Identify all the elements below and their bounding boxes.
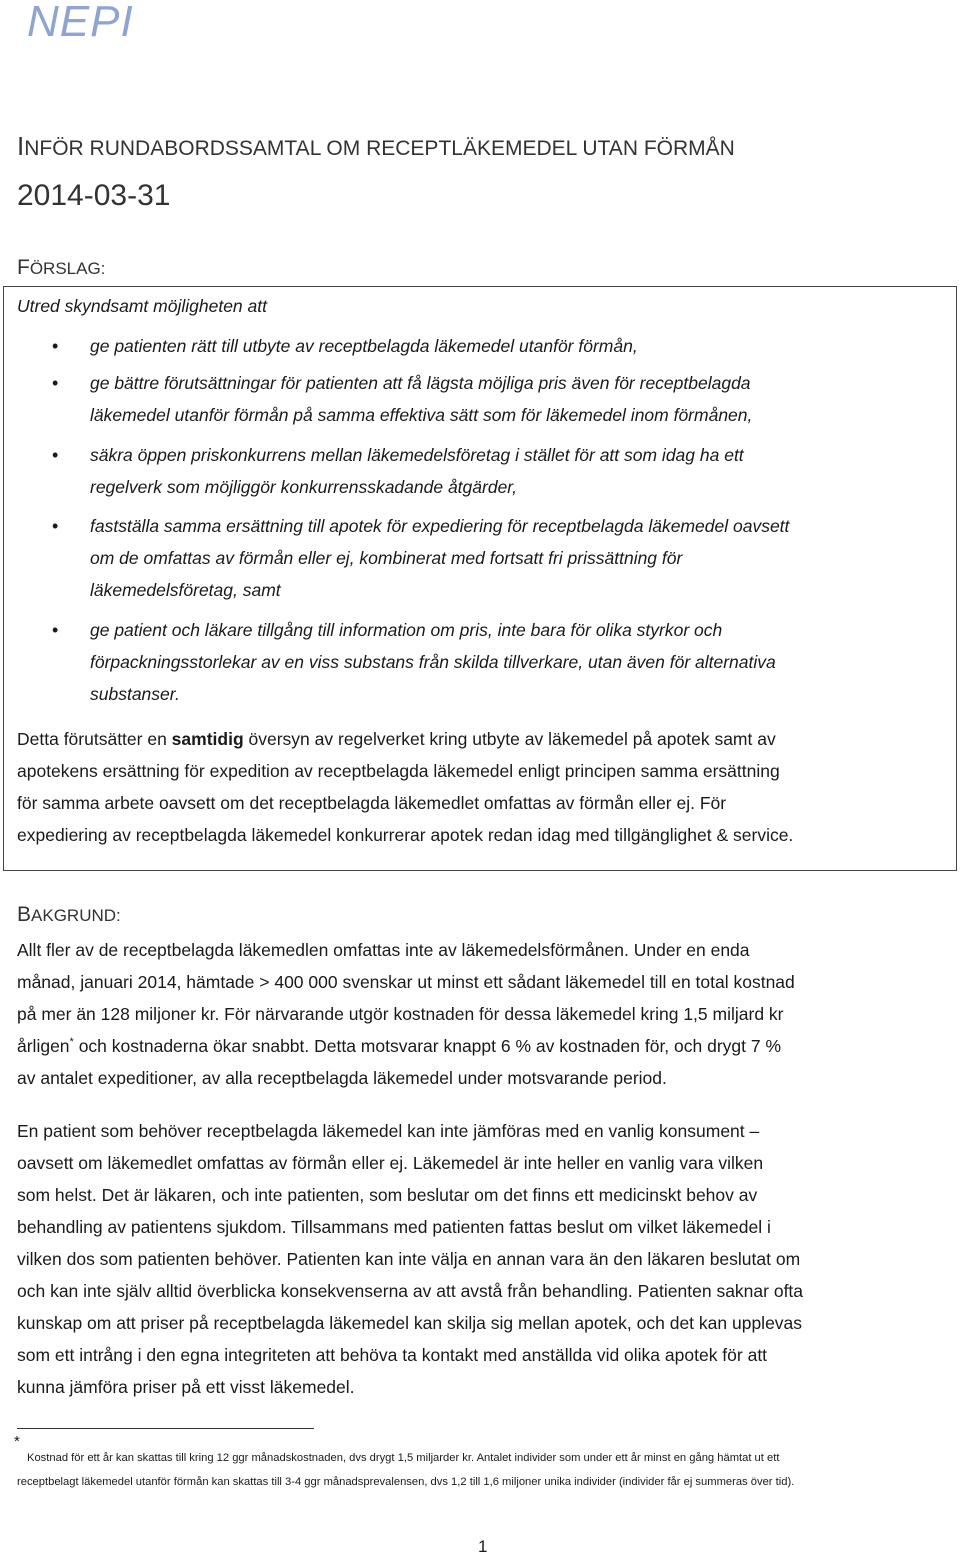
- footnote-reference[interactable]: *: [69, 1036, 74, 1048]
- background-heading-initial: B: [17, 903, 32, 926]
- footnote-mark: *: [14, 1433, 20, 1450]
- bullet-dot: •: [52, 620, 59, 640]
- bullet-dot: •: [52, 516, 59, 536]
- proposal-heading-rest: ÖRSLAG:: [29, 259, 106, 278]
- summary-line: apotekens ersättning för expedition av receptbelagda läkemedel enligt principen samma ersättning: [17, 761, 780, 781]
- proposal-item-line: säkra öppen priskonkurrens mellan läkemedelsföretag i stället för att som idag ha ett: [90, 445, 744, 465]
- proposal-item-line: substanser.: [90, 684, 180, 704]
- footnote-line: receptbelagt läkemedel utanför förmån kan skattas till 3-4 ggr månadsprevalensen, dvs 1,2 till 1,6 miljoner unika individer (individer får ej summeras över tid).: [17, 1476, 795, 1488]
- document-date: 2014-03-31: [17, 179, 171, 212]
- paragraph-line: En patient som behöver receptbelagda läkemedel kan inte jämföras med en vanlig konsument –: [17, 1121, 760, 1141]
- document-title: [17, 130, 735, 165]
- proposal-heading: [17, 254, 105, 282]
- summary-line: [17, 723, 952, 755]
- paragraph-line: månad, januari 2014, hämtade > 400 000 svenskar ut minst ett sådant läkemedel till en total kostnad: [17, 972, 795, 992]
- proposal-item-line: ge patienten rätt till utbyte av receptbelagda läkemedel utanför förmån,: [90, 336, 638, 356]
- paragraph-line: vilken dos som patienten behöver. Patienten kan inte välja en annan vara än den läkaren beslutat om: [17, 1249, 801, 1269]
- paragraph-text: och kostnaderna ökar snabbt. Detta motsvarar knappt 6 % av kostnaden för, och drygt 7 %: [73, 1036, 782, 1056]
- nepi-logo: NEPI: [27, 0, 134, 46]
- background-heading-rest: AKGRUND:: [31, 906, 121, 925]
- footnote-line: Kostnad för ett år kan skattas till kring 12 ggr månadskostnaden, dvs drygt 1,5 miljarder kr. Antalet individer som under ett år minst en gång hämtat ut ett: [27, 1452, 780, 1464]
- summary-text: Detta förutsätter en: [17, 729, 172, 749]
- footnote-divider: [17, 1428, 314, 1429]
- proposal-item-line: ge bättre förutsättningar för patienten att få lägsta möjliga pris även för receptbelagda: [90, 373, 751, 393]
- page-number: 1: [478, 1537, 488, 1556]
- proposal-item: [52, 330, 950, 362]
- proposal-item-line: regelverk som möjliggör konkurrensskadande åtgärder,: [90, 477, 518, 497]
- paragraph-text: årligen: [17, 1036, 70, 1056]
- paragraph-line: oavsett om läkemedlet omfattas av förmån eller ej. Läkemedel är inte heller en vanlig vara vilken: [17, 1153, 764, 1173]
- background-paragraph-2: [17, 1115, 952, 1403]
- paragraph-line: och kan inte själv alltid överblicka konsekvenserna av att avstå från behandling. Patienten saknar ofta: [17, 1281, 804, 1301]
- paragraph-line: kunna jämföra priser på ett visst läkemedel.: [17, 1377, 355, 1397]
- paragraph-line: på mer än 128 miljoner kr. För närvarande utgör kostnaden för dessa läkemedel kring 1,5 miljard kr: [17, 1004, 784, 1024]
- paragraph-line: som helst. Det är läkaren, och inte patienten, som beslutar om det finns ett medicinskt behov av: [17, 1185, 758, 1205]
- footnote: [17, 1446, 952, 1494]
- proposal-item: [52, 367, 950, 431]
- proposal-item-line: förpackningsstorlekar av en viss substans från skilda tillverkare, utan även för alternativa: [90, 652, 776, 672]
- bullet-dot: •: [52, 336, 59, 356]
- proposal-item-line: fastställa samma ersättning till apotek för expediering för receptbelagda läkemedel oavsett: [90, 516, 790, 536]
- summary-emphasis: samtidig: [171, 729, 244, 749]
- paragraph-line: [17, 1030, 952, 1062]
- title-initial: I: [17, 131, 25, 161]
- title-rest: NFÖR RUNDABORDSSAMTAL OM RECEPTLÄKEMEDEL UTAN FÖRMÅN: [24, 137, 735, 160]
- proposal-item: [52, 439, 950, 503]
- proposal-item-line: ge patient och läkare tillgång till information om pris, inte bara för olika styrkor och: [90, 620, 723, 640]
- bullet-dot: •: [52, 373, 59, 393]
- background-paragraph-1: [17, 934, 952, 1094]
- paragraph-line: kunskap om att priser på receptbelagda läkemedel kan skilja sig mellan apotek, och det kan upplevas: [17, 1313, 803, 1333]
- proposal-item: [52, 510, 950, 606]
- proposal-item-line: läkemedel utanför förmån på samma effektiva sätt som för läkemedel inom förmånen,: [90, 405, 753, 425]
- paragraph-line: Allt fler av de receptbelagda läkemedlen omfattas inte av läkemedelsförmånen. Under en enda: [17, 940, 750, 960]
- summary-line: för samma arbete oavsett om det receptbelagda läkemedlet omfattas av förmån eller ej. För: [17, 793, 727, 813]
- proposal-item: [52, 614, 950, 710]
- proposal-item-line: om de omfattas av förmån eller ej, kombinerat med fortsatt fri prissättning för: [90, 548, 683, 568]
- summary-text: översyn av regelverket kring utbyte av läkemedel på apotek samt av: [243, 729, 776, 749]
- bullet-dot: •: [52, 445, 59, 465]
- proposal-item-line: läkemedelsföretag, samt: [90, 580, 281, 600]
- background-heading: [17, 901, 121, 929]
- summary-line: expediering av receptbelagda läkemedel konkurrerar apotek redan idag med tillgänglighet & service.: [17, 825, 794, 845]
- proposal-summary: [17, 723, 952, 851]
- proposal-heading-initial: F: [17, 256, 30, 279]
- paragraph-line: som ett intrång i den egna integriteten att behöva ta kontakt med anställda vid olika apotek för att: [17, 1345, 768, 1365]
- paragraph-line: behandling av patientens sjukdom. Tillsammans med patienten fattas beslut om vilket läkemedel i: [17, 1217, 771, 1237]
- proposal-intro: Utred skyndsamt möjligheten att: [17, 296, 267, 316]
- paragraph-line: av antalet expeditioner, av alla receptbelagda läkemedel under motsvarande period.: [17, 1068, 667, 1088]
